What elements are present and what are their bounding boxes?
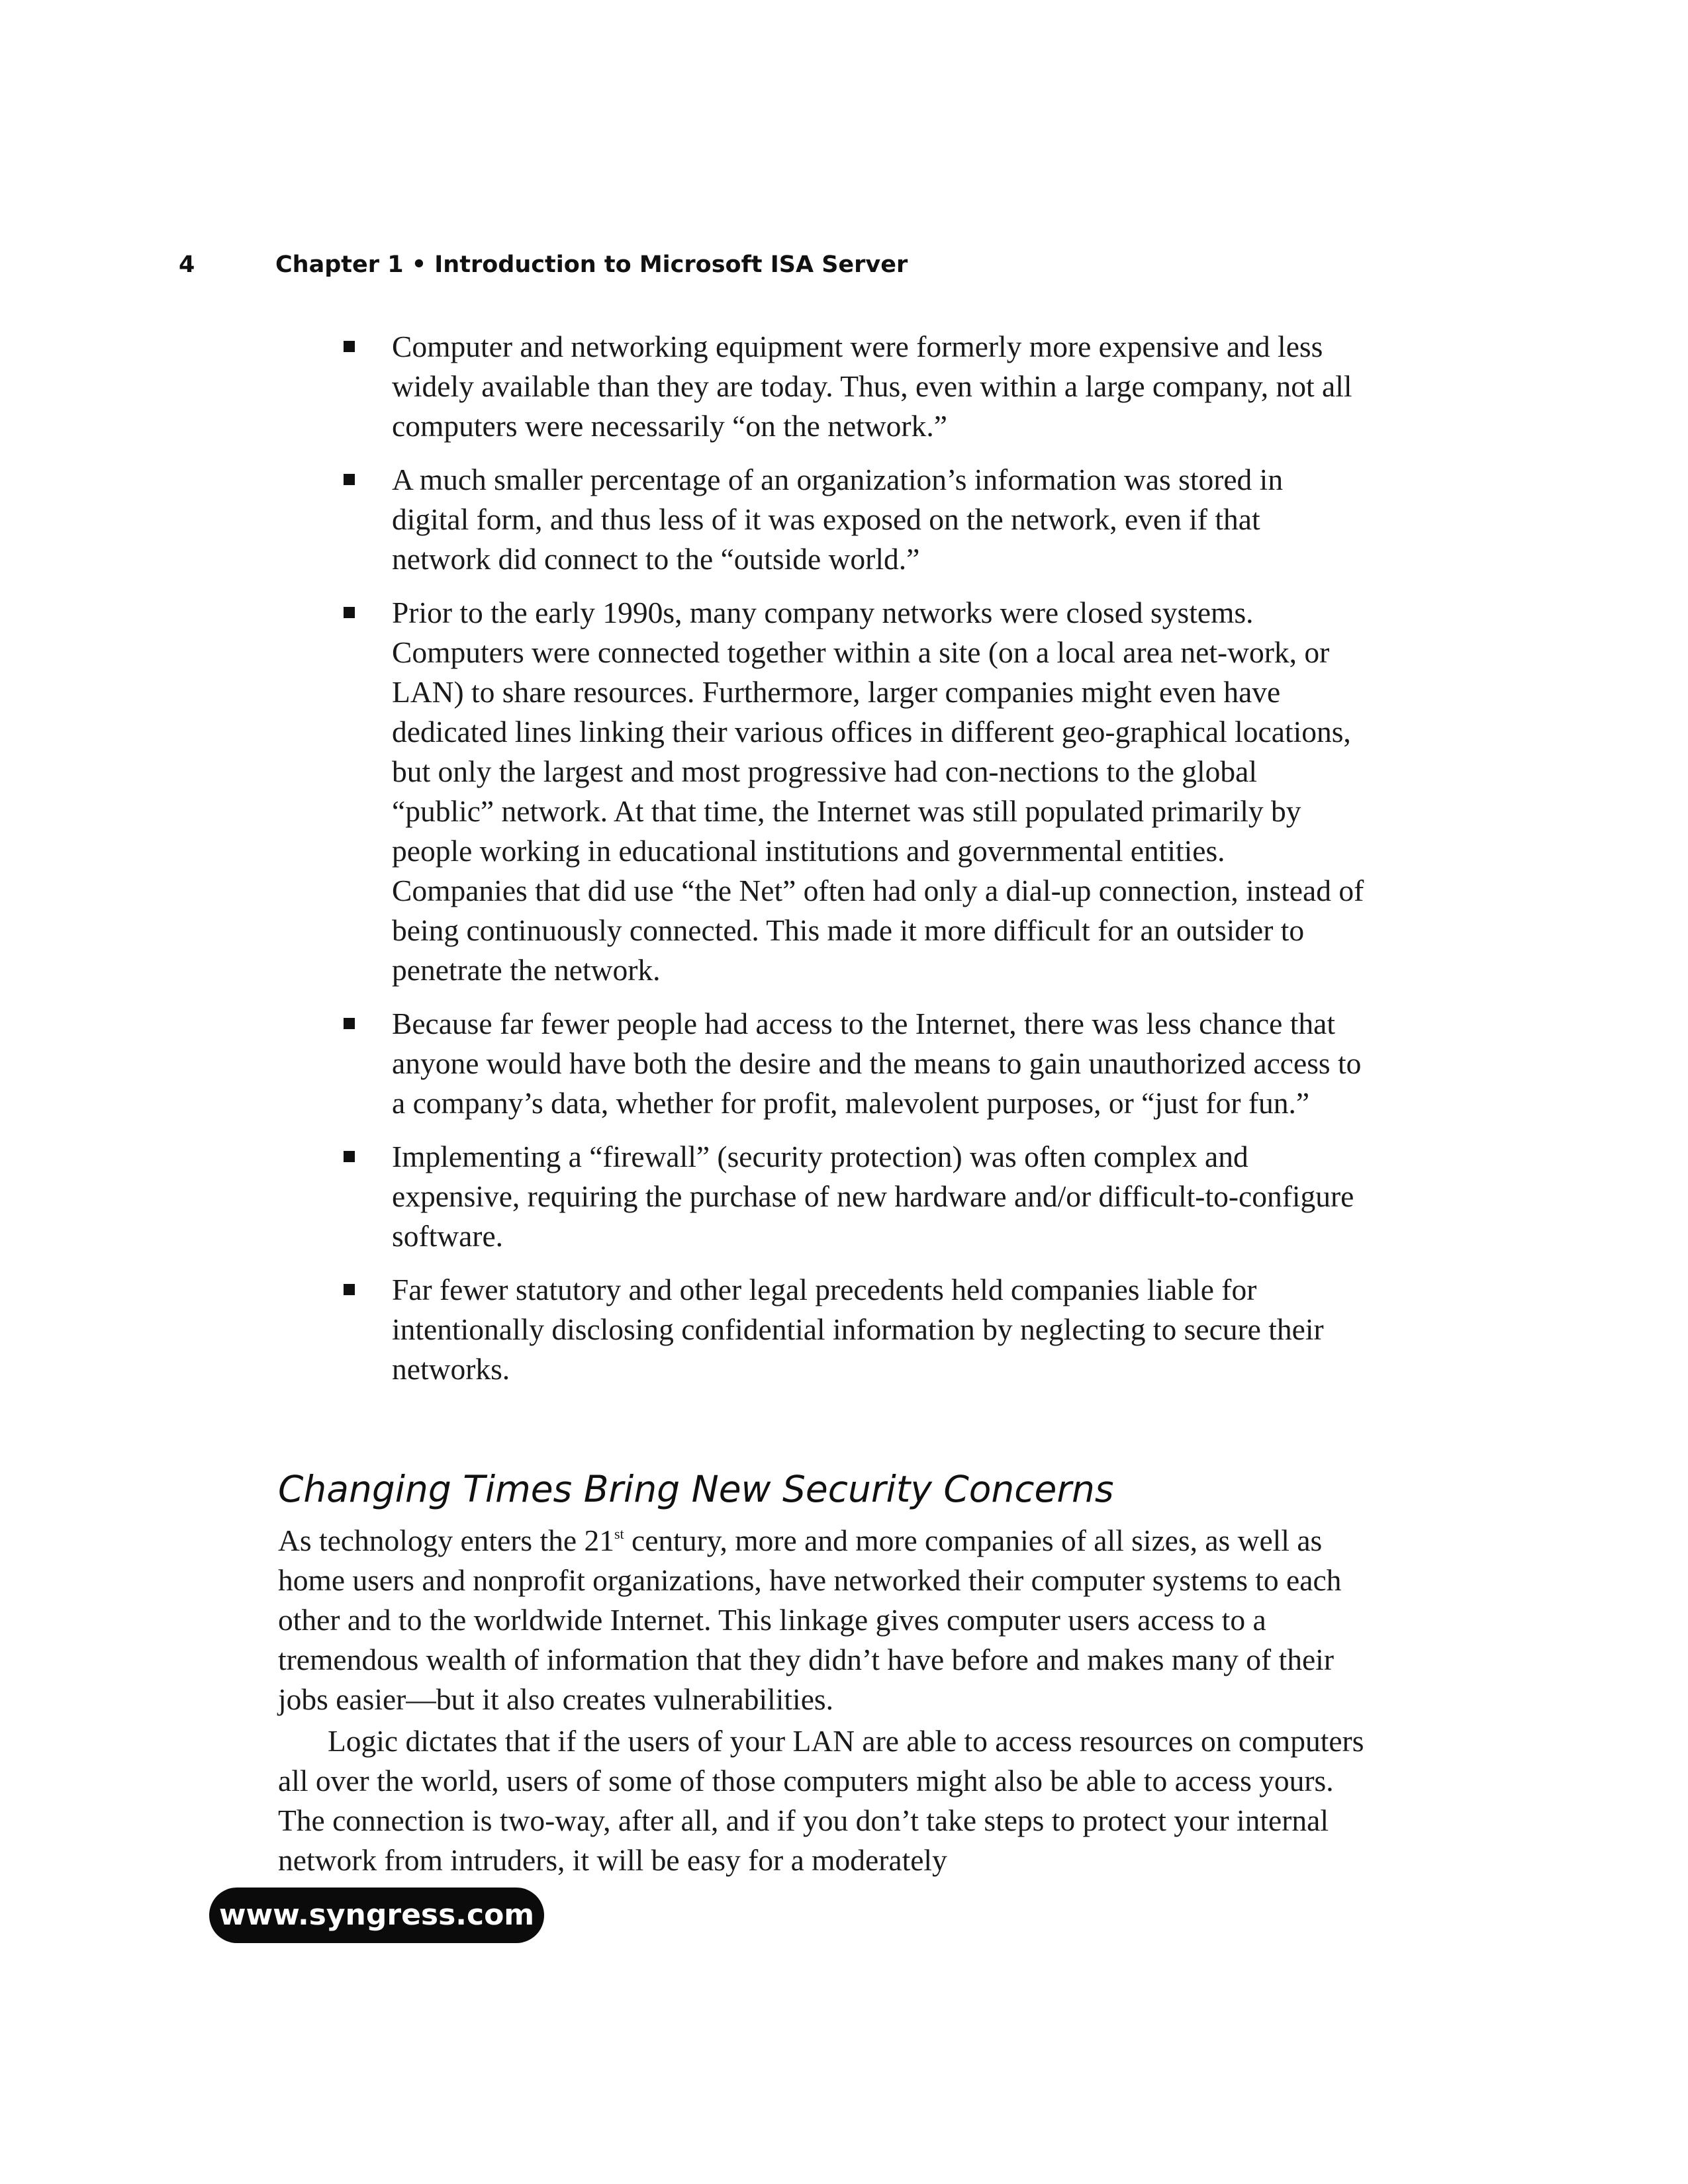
list-item-text: Prior to the early 1990s, many company networks were closed systems. Computers were connected together within a site (on a local area net-work, or LAN) to share resources. Furthermore, larger companies might even have dedicated lines linking their various offices in different geo-graphical locations, but only the largest and most progressive had con-nections to the global “public” network. At that time, the Internet was still populated primarily by people working in educational institutions and governmental entities. Companies that did use “the Net” often had only a dial-up connection, instead of being continuously connected. This made it more difficult for an outsider to penetrate the network. xyxy=(392,596,1364,987)
chapter-title: Chapter 1 • Introduction to Microsoft ISA Server xyxy=(275,251,908,278)
superscript: st xyxy=(614,1525,624,1542)
paragraph: Logic dictates that if the users of your LAN are able to access resources on computers all over the world, users of some of those computers might also be able to access yours. The connection is two-way, after all, and if you don’t take steps to protect your internal network from intruders, it will be easy for a moderately xyxy=(278,1724,1364,1877)
website-badge[interactable]: www.syngress.com xyxy=(209,1888,544,1943)
list-item xyxy=(392,1004,1365,1123)
list-item xyxy=(392,1137,1365,1256)
page-number: 4 xyxy=(179,251,195,278)
square-bullet-icon xyxy=(344,341,355,352)
paragraph xyxy=(278,1521,1370,1719)
section-body xyxy=(278,1521,1370,1880)
list-item xyxy=(392,593,1365,990)
square-bullet-icon xyxy=(344,1018,355,1029)
paragraph-text: century, more and more companies of all sizes, as well as home users and nonprofit organizations, have networked their computer systems to each other and to the worldwide Internet. This linkage gives computer users access to a tremendous wealth of information that they didn’t have before and makes many of their jobs easier—but it also creates vulnerabilities. xyxy=(278,1524,1342,1716)
list-item-text: Computer and networking equipment were formerly more expensive and less widely available than they are today. Thus, even within a large company, not all computers were necessarily “on the network.” xyxy=(392,330,1352,443)
square-bullet-icon xyxy=(344,1151,355,1162)
list-item xyxy=(392,460,1365,579)
section-heading: Changing Times Bring New Security Concerns xyxy=(278,1468,1114,1510)
square-bullet-icon xyxy=(344,1284,355,1295)
list-item-text: Far fewer statutory and other legal precedents held companies liable for intentionally disclosing confidential information by neglecting to secure their networks. xyxy=(392,1273,1324,1386)
list-item-text: Implementing a “firewall” (security protection) was often complex and expensive, requiring the purchase of new hardware and/or difficult-to-configure software. xyxy=(392,1140,1354,1253)
square-bullet-icon xyxy=(344,607,355,618)
bullet-list xyxy=(392,327,1365,1403)
list-item-text: Because far fewer people had access to the Internet, there was less chance that anyone would have both the desire and the means to gain unauthorized access to a company’s data, whether for profit, malevolent purposes, or “just for fun.” xyxy=(392,1007,1362,1120)
paragraph-text: As technology enters the 21 xyxy=(278,1524,614,1557)
list-item xyxy=(392,1270,1365,1389)
list-item-text: A much smaller percentage of an organization’s information was stored in digital form, and thus less of it was exposed on the network, even if that network did connect to the “outside world.” xyxy=(392,463,1284,576)
square-bullet-icon xyxy=(344,474,355,485)
list-item xyxy=(392,327,1365,446)
